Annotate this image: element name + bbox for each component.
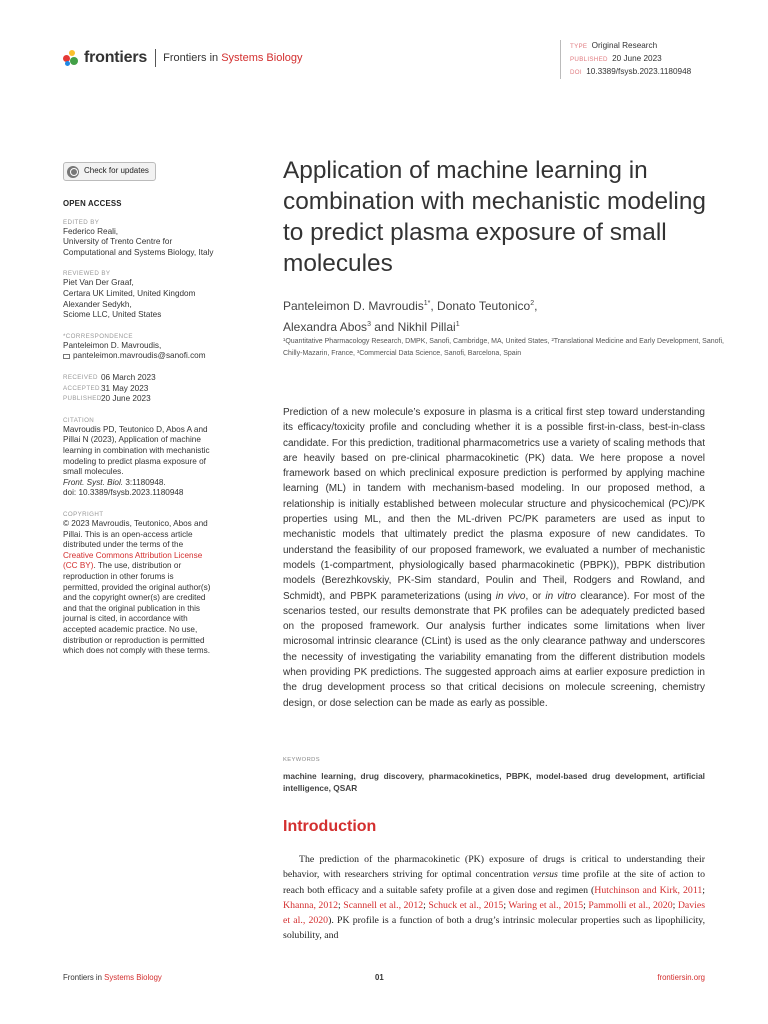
citation-link[interactable]: Hutchinson and Kirk, 2011 — [594, 884, 703, 896]
article-type: Original Research — [591, 41, 658, 50]
citation: Mavroudis PD, Teutonico D, Abos A and Pillai N (2023), Application of machine learning in combination with mechanistic modeling to predict plasma exposure of small molecules. Front. Syst. Biol. 3:1180948. doi: 10.3389/fsysb.2023.1180948 — [63, 424, 210, 498]
copyright-label: COPYRIGHT — [63, 510, 104, 518]
accepted-date: 31 May 2023 — [101, 383, 149, 393]
citation-link[interactable]: Scannell et al., 2012 — [343, 899, 424, 911]
doi[interactable]: 10.3389/fsysb.2023.1180948 — [586, 67, 692, 76]
journal-name: Frontiers in Systems Biology — [163, 52, 303, 64]
logo-dot-blue — [65, 61, 70, 66]
author-list: Panteleimon D. Mavroudis$^{1*}$, Donato Teutonico$^2$, Alexandra Abos$^3$ and Nikhil Pillai$^1$ — [283, 299, 538, 334]
citation-link[interactable]: Pammolli et al., 2020 — [588, 899, 673, 911]
footer-journal: Frontiers in Systems Biology — [63, 973, 162, 982]
abstract: Prediction of a new molecule’s exposure in plasma is a critical first step toward understanding its efficacy/toxicity profile and concluding whether it is a possible first-in-class, best-in-class candidate. For this prediction, traditional pharmacometrics use a variety of scaling methods that are heavily based on pre-clinical pharmacokinetic (PK) data. We here propose a novel framework based on which preclinical exposure prediction is performed by applying machine learning (ML) in tandem with mechanism-based modeling. In our proposed method, a relationship is initially established between molecular structure and physicochemical (PC)/PK properties using ML, and then the ML-driven PC/PK parameters are used as input to mechanistic models that ultimately predict the plasma exposure of new candidates. To understand the feasibility of our proposed framework, we evaluated a number of mechanistic models (1-compartment, physiologically based pharmacokinetic (PBPK)), PBPK distribution models (Berezhkovskiy, PK-Sim standard, Poulin and Theil, Rodgers and Rowland, and Schmidt), and PBPK parameterizations (using in vivo, or in vitro clearance). For most of the scenarios tested, our results demonstrate that PK profiles can be adequately predicted based on the proposed framework. Our analysis further indicates some limitations when liver microsomal intrinsic clearance (CLint) is used as the only clearance pathway and underscores the necessity of investigating the variability emanating from the different distribution models when providing PK predictions. The suggested approach aims at earlier exposure prediction in the drug development process so that critical decisions on molecule screening, chemistry design, or dose selection can be made as early as possible. — [283, 407, 705, 709]
frontiers-logo[interactable] — [63, 49, 303, 67]
frontiers-logo-icon — [63, 50, 80, 67]
keywords: machine learning, drug discovery, pharmacokinetics, PBPK, model-based drug development, artificial intelligence, QSAR — [283, 771, 705, 793]
affiliations: ¹Quantitative Pharmacology Research, DMPK, Sanofi, Cambridge, MA, United States, ²Translational Medicine and Early Development, Sanofi, Chilly-Mazarin, France, ³Commercial Data Science, Sanofi, Barcelona, Spain — [283, 338, 724, 357]
correspondence-email[interactable]: panteleimon.mavroudis@sanofi.com — [73, 351, 206, 361]
edited-by-label: EDITED BY — [63, 218, 100, 226]
page-number: 01 — [375, 973, 384, 982]
logo-dot-yellow — [69, 50, 75, 56]
author[interactable]: Panteleimon D. Mavroudis$^{1*}$ — [283, 299, 431, 313]
author[interactable]: Alexandra Abos$^3$ — [283, 319, 371, 334]
keywords-label: KEYWORDS — [283, 757, 321, 763]
citation-link[interactable]: Davies et al., 2020 — [283, 899, 706, 927]
citation-link[interactable]: Waring et al., 2015 — [508, 899, 584, 911]
published-date: 20 June 2023 — [612, 54, 662, 63]
brand-name: frontiers — [84, 49, 148, 66]
reviewed-by: Piet Van Der Graaf, Certara UK Limited, United Kingdom Alexander Sedykh, Sciome LLC, United States — [63, 278, 196, 320]
author[interactable]: Donato Teutonico$^2$ — [437, 299, 535, 313]
article-meta: TYPE Original Research PUBLISHED 20 June 2023 DOI 10.3389/fsysb.2023.1180948 — [560, 40, 691, 79]
correspondence-label: *CORRESPONDENCE — [63, 332, 133, 340]
citation-label: CITATION — [63, 416, 95, 424]
citation-link[interactable]: Schuck et al., 2015 — [428, 899, 504, 911]
edited-by: Federico Reali, University of Trento Centre for Computational and Systems Biology, Italy — [63, 226, 214, 257]
citation-link[interactable]: Khanna, 2012 — [283, 899, 339, 911]
correspondence-name: Panteleimon D. Mavroudis, — [63, 340, 162, 350]
logo-divider — [155, 49, 156, 67]
crossmark-icon — [67, 166, 79, 178]
check-for-updates-button[interactable]: Check for updates — [63, 162, 156, 181]
dates-block: RECEIVED 06 March 2023 ACCEPTED 31 May 2023 PUBLISHED 20 June 2023 — [63, 373, 156, 404]
sidebar-published-date: 20 June 2023 — [101, 394, 151, 404]
article-title: Application of machine learning in combination with mechanistic modeling to predict plasma exposure of small molecules — [283, 157, 706, 277]
cc-by-license-link[interactable]: Creative Commons Attribution License (CC BY) — [63, 550, 203, 571]
received-date: 06 March 2023 — [101, 373, 156, 383]
mail-icon — [63, 354, 70, 359]
author[interactable]: Nikhil Pillai$^1$ — [397, 319, 460, 334]
copyright: © 2023 Mavroudis, Teutonico, Abos and Pillai. This is an open-access article distributed under the terms of the Creative Commons Attribution License (CC BY). The use, distribution or reproduction in other forums is permitted, provided the original author(s) and the copyright owner(s) are credited and that the original publication in this journal is cited, in accordance with accepted academic practice. No use, distribution or reproduction is permitted which does not comply with these terms. — [63, 518, 211, 656]
logo-dot-green — [70, 57, 78, 65]
footer-site-link[interactable]: frontiersin.org — [657, 973, 705, 982]
correspondence-email-row[interactable] — [63, 351, 238, 362]
open-access-label: OPEN ACCESS — [63, 199, 122, 209]
reviewed-by-label: REVIEWED BY — [63, 270, 111, 278]
introduction-heading: Introduction — [283, 818, 377, 835]
sidebar — [63, 162, 238, 657]
introduction-body: The prediction of the pharmacokinetic (PK) exposure of drugs is critical to understanding their behavior, with researchers striving for optimal concentration versus time profile at the site of action to reach both efficacy and a suitable safety profile at a given dose and regimen (Hutchinson and Kirk, 2011; Khanna, 2012; Scannell et al., 2012; Schuck et al., 2015; Waring et al., 2015; Pammolli et al., 2020; Davies et al., 2020). PK profile is a function of both a drug’s intrinsic molecular properties such as lipophilicity, solubility, and — [283, 854, 706, 942]
